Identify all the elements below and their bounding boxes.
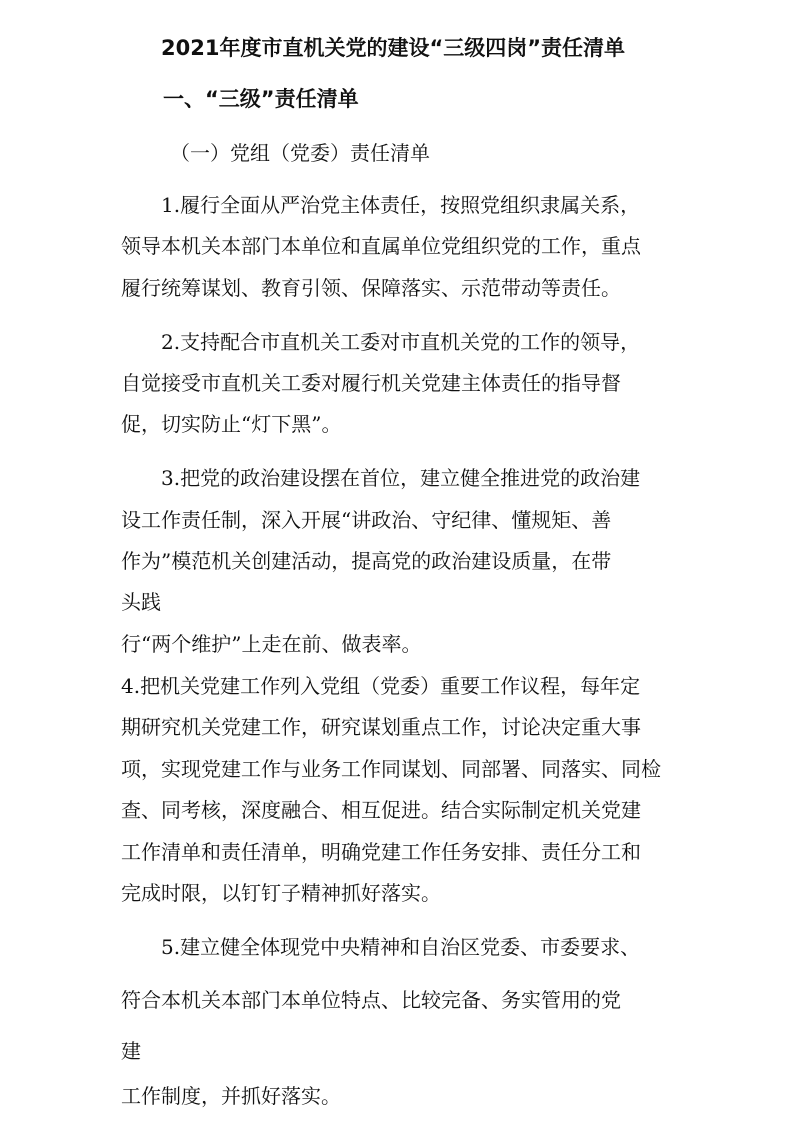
paragraph-4-line-2: 期研究机关党建工作，研究谋划重点工作，讨论决定重大事 bbox=[121, 715, 641, 739]
paragraph-2-line-1: 2.支持配合市直机关工委对市直机关党的工作的领导， bbox=[161, 330, 641, 354]
paragraph-4-line-3: 项，实现党建工作与业务工作同谋划、同部署、同落实、同检 bbox=[121, 757, 661, 781]
paragraph-4-line-1: 4.把机关党建工作列入党组（党委）重要工作议程，每年定 bbox=[121, 674, 641, 698]
paragraph-4-line-5: 工作清单和责任清单，明确党建工作任务安排、责任分工和 bbox=[121, 840, 641, 864]
paragraph-4-line-6: 完成时限，以钉钉子精神抓好落实。 bbox=[121, 881, 441, 905]
paragraph-3-line-5: 行“两个维护”上走在前、做表率。 bbox=[121, 632, 422, 656]
paragraph-5-line-4: 工作制度，并抓好落实。 bbox=[121, 1084, 341, 1108]
paragraph-2-line-3: 促，切实防止“灯下黑”。 bbox=[121, 412, 342, 436]
paragraph-3-line-1: 3.把党的政治建设摆在首位，建立健全推进党的政治建 bbox=[161, 466, 641, 490]
paragraph-5-line-2: 符合本机关本部门本单位特点、比较完备、务实管用的党 bbox=[121, 988, 621, 1012]
paragraph-1-line-3: 履行统筹谋划、教育引领、保障落实、示范带动等责任。 bbox=[121, 276, 621, 300]
paragraph-5-line-3: 建 bbox=[121, 1039, 141, 1063]
paragraph-1-line-2: 领导本机关本部门本单位和直属单位党组织党的工作，重点 bbox=[121, 234, 641, 258]
paragraph-4-line-4: 查、同考核，深度融合、相互促进。结合实际制定机关党建 bbox=[121, 798, 641, 822]
paragraph-3-line-3: 作为”模范机关创建活动，提高党的政治建设质量，在带 bbox=[121, 549, 612, 573]
paragraph-2-line-2: 自觉接受市直机关工委对履行机关党建主体责任的指导督 bbox=[121, 371, 621, 395]
subsection-heading: （一）党组（党委）责任清单 bbox=[170, 141, 430, 165]
document-title: 2021年度市直机关党的建设“三级四岗”责任清单 bbox=[161, 36, 626, 60]
paragraph-3-line-2: 设工作责任制，深入开展“讲政治、守纪律、懂规矩、善 bbox=[121, 508, 612, 532]
paragraph-3-line-4: 头践 bbox=[121, 590, 161, 614]
section-heading: 一、“三级”责任清单 bbox=[163, 87, 359, 111]
paragraph-5-line-1: 5.建立健全体现党中央精神和自治区党委、市委要求、 bbox=[161, 935, 641, 959]
paragraph-1-line-1: 1.履行全面从严治党主体责任，按照党组织隶属关系， bbox=[161, 193, 641, 217]
